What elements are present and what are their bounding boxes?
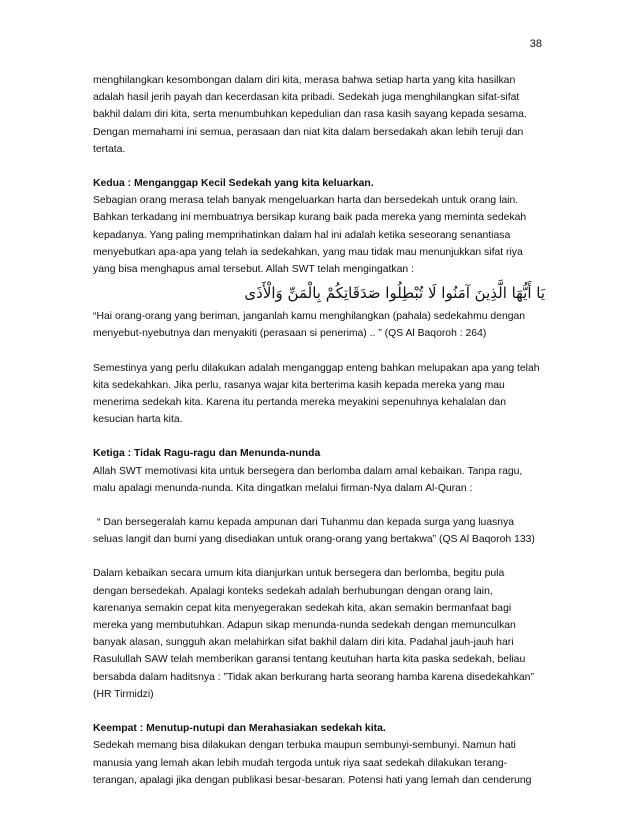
paragraph-intro: menghilangkan kesombongan dalam diri kita, merasa bahwa setiap harta yang kita hasilkan adalah hasil jerih payah dan kecerdasan kita pribadi. Sedekah juga menghilangkan sifat-sifat bakhil dalam diri kita, serta menumbuhkan kepedulian dan rasa kasih sayang kepada sesama. Dengan memahami ini semua, perasaan dan niat kita dalam bersedakah akan lebih teruji dan tertata. (93, 75, 527, 155)
heading-kedua: Kedua : Menganggap Kecil Sedekah yang kita keluarkan. (93, 178, 374, 190)
paragraph-keempat: Sedekah memang bisa dilakukan dengan terbuka maupun sembunyi-sembunyi. Namun hati manusia yang lemah akan lebih mudah tergoda untuk riya saat sedekah dilakukan terang- terangan, apalagi jika dengan publikasi besar-besaran. Potensi hati yang lemah dan cenderung (93, 740, 532, 786)
paragraph-kedua: Sebagian orang merasa telah banyak mengeluarkan harta dan bersedekah untuk orang lain. Bahkan terkadang ini membuatnya bersikap kurang baik pada mereka yang meminta sedekah kepadanya. Yang paling memprihatinkan dalam hal ini adalah ketika seseorang senantiasa menyebutkan apa-apa yang telah ia sedekahkan, yang mau tidak mau menunjukkan sifat riya yang bisa menghapus amal tersebut. Allah SWT telah mengingatkan : (93, 195, 527, 276)
quote-verse-133: “ Dan bersegeralah kamu kepada ampunan dari Tuhanmu dan kepada surga yang luasnya seluas langit dan bumi yang disediakan untuk orang-orang yang bertakwa” (QS Al Baqoroh 133) (93, 517, 535, 546)
heading-keempat: Keempat : Menutup-nutupi dan Merahasiakan sedekah kita. (93, 723, 386, 735)
page-number: 38 (529, 38, 542, 50)
arabic-verse: يَا أَيُّهَا الَّذِينَ آمَنُوا لَا تُبْطِلُوا صَدَقَاتِكُمْ بِالْمَنِّ وَالْأَذَى (244, 284, 545, 303)
page-body (93, 72, 545, 789)
paragraph-kebaikan: Dalam kebaikan secara umum kita dianjurkan untuk bersegera dan berlomba, begitu pula dengan bersedekah. Apalagi konteks sedekah adalah berhubungan dengan orang lain, karenanya semakin cepat kita menyegerakan sedekah kita, akan semakin bermanfaat bagi mereka yang membutuhkan. Adapun sikap menunda-nunda sedekah dengan memunculkan banyak alasan, sungguh akan melahirkan sifat bakhil dalam diri kita. Padahal jauh-jauh hari Rasulullah SAW telah memberikan garansi tentang keutuhan harta kita paska sedekah, beliau bersabda dalam haditsnya : ”Tidak akan berkurang harta seorang hamba karena disedekahkan” (HR Tirmidzi) (93, 568, 534, 700)
paragraph-ketiga: Allah SWT memotivasi kita untuk bersegera dan berlomba dalam amal kebaikan. Tanpa ragu, malu apalagi menunda-nunda. Kita dingatkan melalui firman-Nya dalam Al-Quran : (93, 465, 523, 494)
heading-ketiga: Ketiga : Tidak Ragu-ragu dan Menunda-nunda (93, 448, 321, 460)
quote-verse-264: “Hai orang-orang yang beriman, janganlah kamu menghilangkan (pahala) sedekahmu dengan menyebut-nyebutnya dan menyakiti (perasaan si penerima) .. ” (QS Al Baqoroh : 264) (93, 311, 526, 340)
paragraph-semestinya: Semestinya yang perlu dilakukan adalah menganggap enteng bahkan melupakan apa yang telah kita sedekahkan. Jika perlu, rasanya wajar kita berterima kasih kepada mereka yang mau menerima sedekah kita. Karena itu pertanda mereka meyakini sepenuhnya kehalalan dan kesucian harta kita. (93, 362, 540, 426)
